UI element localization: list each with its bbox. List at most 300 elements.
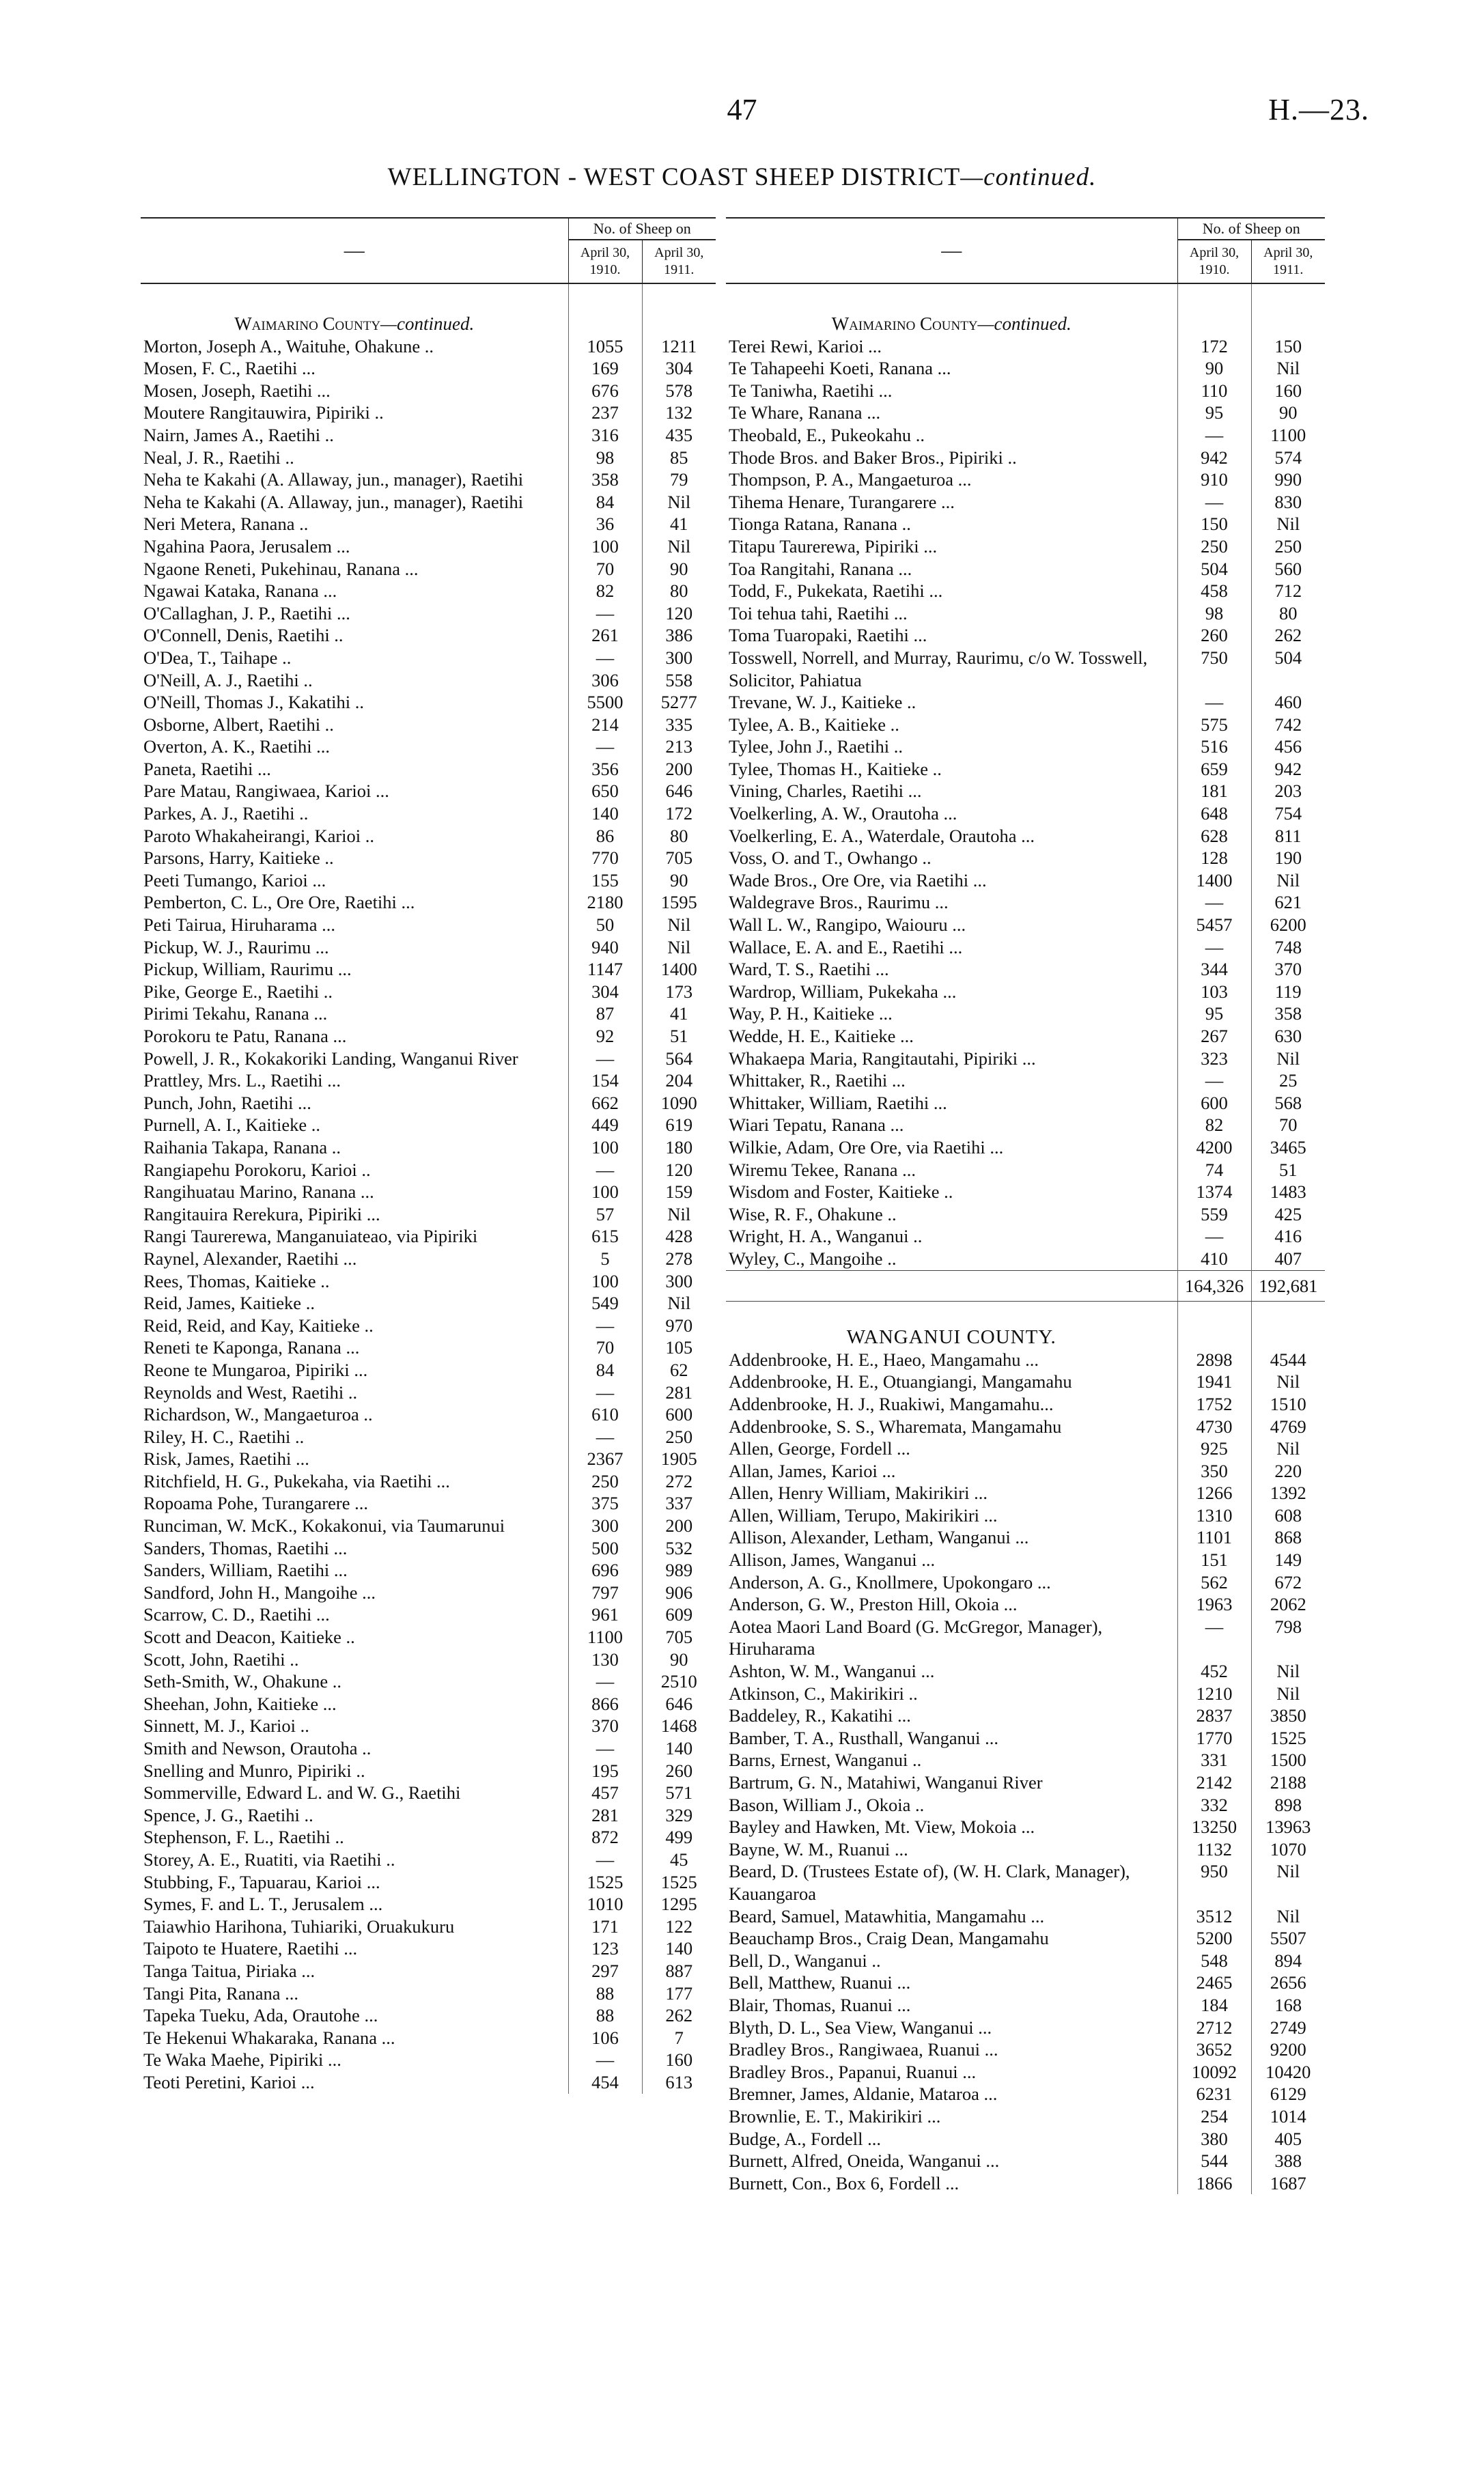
sheep-1911: 370 <box>1251 958 1325 981</box>
header-1911: April 30, 1911. <box>1251 240 1325 283</box>
table-row <box>726 1838 1325 1861</box>
sheep-1911: 560 <box>1251 558 1325 580</box>
sheep-1910: 306 <box>568 669 642 692</box>
sheep-1910: 100 <box>568 1136 642 1159</box>
owner-name: Toma Tuaropaki, Raetihi ... <box>729 625 927 646</box>
sheep-1910: 1055 <box>568 335 642 358</box>
table-row <box>141 1515 716 1537</box>
sheep-1910: 1941 <box>1177 1371 1251 1393</box>
sheep-1910: 195 <box>568 1760 642 1782</box>
table-row <box>726 1002 1325 1025</box>
sheep-1911: 62 <box>642 1359 716 1382</box>
table-row <box>141 1782 716 1804</box>
owner-name: Symes, F. and L. T., Jerusalem ... <box>143 1894 383 1915</box>
sheep-1911: Nil <box>642 535 716 558</box>
sheep-1910: 548 <box>1177 1950 1251 1972</box>
owner-name: Mosen, Joseph, Raetihi ... <box>143 380 331 401</box>
owner-name: Rangi Taurerewa, Manganuiateao, via Pipiriki <box>143 1226 478 1247</box>
sheep-1910: 100 <box>568 535 642 558</box>
sheep-1911: 1295 <box>642 1893 716 1916</box>
owner-name: Wedde, H. E., Kaitieke ... <box>729 1026 914 1046</box>
sheep-1910: 942 <box>1177 447 1251 469</box>
table-row <box>726 1225 1325 1248</box>
table-row <box>141 780 716 802</box>
sheep-1911: 13963 <box>1251 1816 1325 1838</box>
owner-name: Ngawai Kataka, Ranana ... <box>143 580 337 602</box>
sheep-1910: 6231 <box>1177 2083 1251 2105</box>
sheep-1910: 332 <box>1177 1794 1251 1817</box>
table-row <box>141 424 716 447</box>
sheep-1911: 1500 <box>1251 1749 1325 1771</box>
sheep-1911: 608 <box>1251 1504 1325 1527</box>
page-title <box>0 163 1484 192</box>
sheep-1910: 1752 <box>1177 1393 1251 1416</box>
sheep-1911: 2656 <box>1251 1972 1325 1994</box>
sheep-1910: 457 <box>568 1782 642 1804</box>
sheep-1910: 2367 <box>568 1448 642 1470</box>
sheep-1910: — <box>1177 1225 1251 1248</box>
sheep-1910: 1310 <box>1177 1504 1251 1527</box>
header-group: No. of Sheep on <box>568 218 716 240</box>
owner-name: Bremner, James, Aldanie, Mataroa ... <box>729 2084 998 2105</box>
sheep-1911: 220 <box>1251 1460 1325 1483</box>
sheep-1910: 155 <box>568 869 642 892</box>
table-row <box>141 1270 716 1293</box>
owner-name: Raihania Takapa, Ranana .. <box>143 1136 341 1158</box>
owner-name: Blyth, D. L., Sea View, Wanganui ... <box>729 2017 992 2038</box>
sheep-1910: 92 <box>568 1025 642 1048</box>
sheep-1911: 6200 <box>1251 914 1325 936</box>
table-row <box>726 958 1325 981</box>
owner-name: Addenbrooke, H. E., Haeo, Mangamahu ... <box>729 1349 1039 1370</box>
table-row <box>726 624 1325 647</box>
owner-name: Way, P. H., Kaitieke ... <box>729 1003 893 1024</box>
sheep-1910: 150 <box>1177 513 1251 535</box>
owner-name: Rangihuatau Marino, Ranana ... <box>143 1181 374 1203</box>
sheep-1910: 2898 <box>1177 1349 1251 1371</box>
sheep-1911: 180 <box>642 1136 716 1159</box>
table-row <box>726 2128 1325 2150</box>
sheep-1910: — <box>568 1382 642 1404</box>
sheep-1910: 500 <box>568 1537 642 1560</box>
owner-name: Whittaker, R., Raetihi ... <box>729 1070 906 1091</box>
sheep-1911: 388 <box>1251 2150 1325 2172</box>
owner-name: Wyley, C., Mangoihe .. <box>729 1248 897 1269</box>
table-row <box>726 1349 1325 1371</box>
sheep-1911: 504 <box>1251 647 1325 691</box>
owner-name: Te Whare, Ranana ... <box>729 402 881 423</box>
owner-name: Stephenson, F. L., Raetihi .. <box>143 1827 344 1848</box>
owner-name: Voss, O. and T., Owhango .. <box>729 847 932 869</box>
owner-name: Riley, H. C., Raetihi .. <box>143 1426 305 1447</box>
sheep-1911: Nil <box>1251 1048 1325 1070</box>
owner-name: Spence, J. G., Raetihi .. <box>143 1804 313 1825</box>
sheep-1910: 267 <box>1177 1025 1251 1048</box>
owner-name: Ritchfield, H. G., Pukekaha, via Raetihi ... <box>143 1470 450 1491</box>
total-1910: 164,326 <box>1177 1270 1251 1302</box>
owner-name: Wallace, E. A. and E., Raetihi ... <box>729 936 963 957</box>
owner-name: Beard, Samuel, Matawhitia, Mangamahu ... <box>729 1905 1045 1926</box>
sheep-1911: 329 <box>642 1804 716 1827</box>
sheep-1911: 172 <box>642 802 716 825</box>
owner-name: Rangiapehu Porokoru, Karioi .. <box>143 1159 371 1180</box>
owner-name: Bradley Bros., Papanui, Ruanui ... <box>729 2061 977 2082</box>
sheep-1910: 615 <box>568 1225 642 1248</box>
sheep-1911: Nil <box>1251 1683 1325 1705</box>
sheep-1910: 250 <box>568 1470 642 1493</box>
owner-name: Purnell, A. I., Kaitieke .. <box>143 1114 321 1136</box>
sheep-1911: 1905 <box>642 1448 716 1470</box>
table-row <box>141 936 716 959</box>
owner-name: O'Callaghan, J. P., Raetihi ... <box>143 602 350 623</box>
table-row <box>726 1794 1325 1817</box>
sheep-1910: 910 <box>1177 468 1251 491</box>
table-row <box>726 1771 1325 1794</box>
table-row <box>726 380 1325 402</box>
sheep-1910: 323 <box>1177 1048 1251 1070</box>
owner-name: Morton, Joseph A., Waituhe, Ohakune .. <box>143 335 434 356</box>
owner-name: Tapeka Tueku, Ada, Orautohe ... <box>143 2005 378 2026</box>
owner-name: Te Waka Maehe, Pipiriki ... <box>143 2049 341 2071</box>
owner-name: Moutere Rangitauwira, Pipiriki .. <box>143 402 384 423</box>
table-row <box>726 891 1325 914</box>
table-row <box>141 580 716 602</box>
owner-name: Beauchamp Bros., Craig Dean, Mangamahu <box>729 1928 1049 1949</box>
sheep-1910: 1147 <box>568 958 642 981</box>
owner-name: Allan, James, Karioi ... <box>729 1460 896 1481</box>
sheep-1910: 3512 <box>1177 1905 1251 1928</box>
owner-name: Scarrow, C. D., Raetihi ... <box>143 1604 330 1625</box>
table-row <box>141 513 716 535</box>
sheep-1910: 1400 <box>1177 869 1251 892</box>
owner-name: Addenbrooke, H. E., Otuangiangi, Mangamahu <box>729 1371 1072 1392</box>
table-row <box>726 1114 1325 1136</box>
owner-name: Todd, F., Pukekata, Raetihi ... <box>729 580 943 602</box>
table-row <box>141 558 716 580</box>
table-row <box>141 1092 716 1114</box>
owner-name: Bell, D., Wanganui .. <box>729 1950 881 1971</box>
table-row <box>141 1737 716 1760</box>
table-row <box>726 1616 1325 1660</box>
sheep-1910: 961 <box>568 1603 642 1626</box>
sheep-1911: 1014 <box>1251 2105 1325 2128</box>
sheep-1911: Nil <box>1251 1660 1325 1683</box>
table-row <box>726 802 1325 825</box>
sheep-1910: — <box>568 1737 642 1760</box>
sheep-1910: 98 <box>1177 602 1251 625</box>
owner-name: Allison, Alexander, Letham, Wanganui ... <box>729 1527 1029 1548</box>
owner-name: Paneta, Raetihi ... <box>143 758 271 779</box>
sheep-1911: 51 <box>642 1025 716 1048</box>
table-row <box>726 602 1325 625</box>
sheep-1911: 868 <box>1251 1526 1325 1549</box>
sheep-1910: 171 <box>568 1916 642 1938</box>
owner-name: Bell, Matthew, Ruanui ... <box>729 1972 911 1993</box>
owner-name: Storey, A. E., Ruatiti, via Raetihi .. <box>143 1849 395 1870</box>
sheep-1910: 214 <box>568 714 642 736</box>
sheep-1910: 128 <box>1177 847 1251 869</box>
sheep-1910: — <box>1177 1616 1251 1660</box>
owner-name: Punch, John, Raetihi ... <box>143 1092 311 1113</box>
table-row <box>141 1760 716 1782</box>
sheep-1911: 4544 <box>1251 1349 1325 1371</box>
owner-name: Neri Metera, Ranana .. <box>143 514 309 535</box>
sheep-1910: — <box>568 1426 642 1448</box>
sheep-1910: 504 <box>1177 558 1251 580</box>
sheep-1911: 262 <box>642 2004 716 2027</box>
table-row <box>141 624 716 647</box>
owner-name: Tanga Taitua, Piriaka ... <box>143 1960 316 1981</box>
sheep-1910: 344 <box>1177 958 1251 981</box>
table-row <box>726 2083 1325 2105</box>
owner-name: Reid, Reid, and Kay, Kaitieke .. <box>143 1315 374 1336</box>
table-row <box>141 1114 716 1136</box>
sheep-1910: 88 <box>568 2004 642 2027</box>
owner-name: Tylee, Thomas H., Kaitieke .. <box>729 758 942 779</box>
owner-name: Sanders, William, Raetihi ... <box>143 1560 348 1581</box>
table-row <box>726 580 1325 602</box>
sheep-1910: 82 <box>1177 1114 1251 1136</box>
sheep-1911: 122 <box>642 1916 716 1938</box>
owner-name: Burnett, Alfred, Oneida, Wanganui ... <box>729 2150 1000 2172</box>
sheep-1910: 375 <box>568 1492 642 1515</box>
table-row <box>141 847 716 869</box>
table-row <box>141 914 716 936</box>
sheep-1910: 370 <box>568 1715 642 1737</box>
sheep-1911: Nil <box>642 491 716 514</box>
sheep-1910: 304 <box>568 981 642 1003</box>
table-row <box>726 1460 1325 1483</box>
table-row <box>141 447 716 469</box>
sheep-1911: 1525 <box>642 1871 716 1894</box>
sheep-1910: 100 <box>568 1181 642 1203</box>
table-row <box>141 1159 716 1181</box>
sheep-1911: 1510 <box>1251 1393 1325 1416</box>
owner-name: O'Neill, Thomas J., Kakatihi .. <box>143 692 364 713</box>
table-row <box>726 1972 1325 1994</box>
table-row <box>141 2049 716 2071</box>
owner-name: Bayne, W. M., Ruanui ... <box>729 1838 908 1860</box>
table-row <box>141 1916 716 1938</box>
owner-name: Anderson, G. W., Preston Hill, Okoia ... <box>729 1594 1018 1615</box>
sheep-1911: 203 <box>1251 780 1325 802</box>
sheep-1911: 435 <box>642 424 716 447</box>
sheep-1911: 200 <box>642 1515 716 1537</box>
owner-name: Sinnett, M. J., Karioi .. <box>143 1715 309 1737</box>
sheep-1910: 261 <box>568 624 642 647</box>
sheep-1911: 260 <box>642 1760 716 1782</box>
sheep-1911: 173 <box>642 981 716 1003</box>
table-row <box>141 1403 716 1426</box>
sheep-1910: 106 <box>568 2027 642 2049</box>
sheep-1911: 405 <box>1251 2128 1325 2150</box>
sheep-1910: 36 <box>568 513 642 535</box>
sheep-1911: Nil <box>1251 513 1325 535</box>
owner-name: Wisdom and Foster, Kaitieke .. <box>729 1181 953 1203</box>
sheep-1911: 80 <box>1251 602 1325 625</box>
owner-name: Bradley Bros., Rangiwaea, Ruanui ... <box>729 2039 998 2060</box>
sheep-1911: Nil <box>642 914 716 936</box>
table-row <box>141 1960 716 1982</box>
sheep-1910: 2712 <box>1177 2017 1251 2039</box>
sheep-1910: 516 <box>1177 735 1251 758</box>
sheep-1910: 356 <box>568 758 642 781</box>
table-row <box>141 1225 716 1248</box>
sheep-1910: 57 <box>568 1203 642 1226</box>
owner-name: Te Hekenui Whakaraka, Ranana ... <box>143 2027 395 2048</box>
sheep-1910: 1132 <box>1177 1838 1251 1861</box>
table-row <box>141 714 716 736</box>
owner-name: Pickup, W. J., Raurimu ... <box>143 936 329 957</box>
owner-name: Whittaker, William, Raetihi ... <box>729 1092 947 1113</box>
sheep-1911: 456 <box>1251 735 1325 758</box>
sheep-1910: 1010 <box>568 1893 642 1916</box>
sheep-1911: 3850 <box>1251 1705 1325 1727</box>
sheep-1910: 184 <box>1177 1994 1251 2017</box>
table-row <box>141 1559 716 1582</box>
sheep-1911: 1090 <box>642 1092 716 1114</box>
owner-name: Vining, Charles, Raetihi ... <box>729 781 922 802</box>
owner-name: Sheehan, John, Kaitieke ... <box>143 1693 337 1714</box>
sheep-1911: 41 <box>642 513 716 535</box>
sheep-1911: 358 <box>1251 1002 1325 1025</box>
sheep-1910: 544 <box>1177 2150 1251 2172</box>
table-row <box>726 447 1325 469</box>
owner-name: Neha te Kakahi (A. Allaway, jun., manager), Raetihi <box>143 469 524 490</box>
header-1910: April 30, 1910. <box>1177 240 1251 283</box>
header-group: No. of Sheep on <box>1177 218 1325 240</box>
sheep-1910: 600 <box>1177 1092 1251 1114</box>
sheep-1910: 86 <box>568 825 642 847</box>
sheep-1911: 970 <box>642 1315 716 1337</box>
table-row <box>726 1705 1325 1727</box>
sheep-1911: 10420 <box>1251 2061 1325 2084</box>
sheep-1911: 1211 <box>642 335 716 358</box>
sheep-1910: 676 <box>568 380 642 402</box>
owner-name: Ashton, W. M., Wanganui ... <box>729 1661 935 1682</box>
owner-name: Pemberton, C. L., Ore Ore, Raetihi ... <box>143 892 415 913</box>
sheep-1910: 380 <box>1177 2128 1251 2150</box>
sheep-1910: — <box>568 1315 642 1337</box>
owner-name: Wardrop, William, Pukekaha ... <box>729 981 957 1002</box>
owner-name: Wiari Tepatu, Ranana ... <box>729 1114 904 1136</box>
owner-name: O'Connell, Denis, Raetihi .. <box>143 625 344 646</box>
table-row <box>141 802 716 825</box>
table-row <box>141 2071 716 2094</box>
sheep-1910: 172 <box>1177 335 1251 358</box>
table-row <box>141 1292 716 1315</box>
sheep-1910: 410 <box>1177 1248 1251 1270</box>
sheep-1911: 646 <box>642 780 716 802</box>
sheep-1911: Nil <box>1251 1438 1325 1460</box>
table-row <box>141 1069 716 1092</box>
sheep-1910: 449 <box>568 1114 642 1136</box>
sheep-1910: 659 <box>1177 758 1251 781</box>
sheep-1911: 300 <box>642 647 716 669</box>
sheep-1910: 70 <box>568 1336 642 1359</box>
table-row <box>141 1626 716 1649</box>
table-row <box>726 2172 1325 2195</box>
sheep-1911: 90 <box>642 1649 716 1671</box>
table-row <box>141 1048 716 1070</box>
sheep-1910: 95 <box>1177 402 1251 424</box>
sheep-1910: 1866 <box>1177 2172 1251 2195</box>
sheep-1911: 4769 <box>1251 1416 1325 1438</box>
sheep-1911: 51 <box>1251 1159 1325 1181</box>
sheep-1910: 110 <box>1177 380 1251 402</box>
table-row <box>141 1849 716 1871</box>
header-dash: — <box>141 218 568 283</box>
owner-name: Trevane, W. J., Kaitieke .. <box>729 692 916 713</box>
owner-name: Stubbing, F., Tapuarau, Karioi ... <box>143 1871 380 1892</box>
county-heading-wanganui: WANGANUI COUNTY. <box>846 1326 1056 1349</box>
owner-name: O'Neill, A. J., Raetihi .. <box>143 669 313 690</box>
title-main: WELLINGTON - WEST COAST SHEEP DISTRICT <box>387 163 961 191</box>
table-row <box>726 1438 1325 1460</box>
sheep-1911: 798 <box>1251 1616 1325 1660</box>
owner-name: Rees, Thomas, Kaitieke .. <box>143 1270 330 1291</box>
table-row <box>726 1203 1325 1226</box>
table-row <box>141 1893 716 1916</box>
sheep-1911: 460 <box>1251 691 1325 714</box>
sheep-1911: 571 <box>642 1782 716 1804</box>
table-row <box>726 869 1325 892</box>
table-row <box>141 380 716 402</box>
sheep-1910: 95 <box>1177 1002 1251 1025</box>
table-row <box>726 647 1325 691</box>
sheep-1911: 1400 <box>642 958 716 981</box>
table-row <box>141 958 716 981</box>
sheep-1911: 105 <box>642 1336 716 1359</box>
sheep-1910: — <box>568 1849 642 1871</box>
sheep-1910: 4730 <box>1177 1416 1251 1438</box>
sheep-1910: 559 <box>1177 1203 1251 1226</box>
page-number: 47 <box>727 93 757 126</box>
table-row <box>726 1159 1325 1181</box>
sheep-1911: 748 <box>1251 936 1325 959</box>
owner-name: Addenbrooke, S. S., Wharemata, Mangamahu <box>729 1416 1062 1437</box>
table-row <box>141 1002 716 1025</box>
sheep-1911: 564 <box>642 1048 716 1070</box>
sheep-1911: 159 <box>642 1181 716 1203</box>
table-row <box>726 1816 1325 1838</box>
sheep-1911: 9200 <box>1251 2038 1325 2061</box>
owner-name: Pike, George E., Raetihi .. <box>143 981 333 1002</box>
sheep-1910: 13250 <box>1177 1816 1251 1838</box>
owner-name: Mosen, F. C., Raetihi ... <box>143 358 316 379</box>
owner-name: Sandford, John H., Mangoihe ... <box>143 1582 376 1603</box>
table-row <box>726 847 1325 869</box>
table-row <box>726 1593 1325 1616</box>
table-row <box>141 1448 716 1470</box>
table-row <box>141 1937 716 1960</box>
sheep-1911: 1687 <box>1251 2172 1325 2195</box>
table-row <box>726 1025 1325 1048</box>
table-row <box>726 1181 1325 1203</box>
owner-name: Allen, George, Fordell ... <box>729 1438 910 1459</box>
owner-name: Thode Bros. and Baker Bros., Pipiriki .. <box>729 447 1017 468</box>
table-row <box>726 1526 1325 1549</box>
table-row <box>726 936 1325 959</box>
owner-name: Tosswell, Norrell, and Murray, Raurimu, c/o W. Tosswell, Solicitor, Pahiatua <box>729 647 1148 690</box>
table-row <box>141 1982 716 2005</box>
sheep-1910: 123 <box>568 1937 642 1960</box>
table-row <box>726 1549 1325 1571</box>
sheep-1911: 204 <box>642 1069 716 1092</box>
sheep-1910: 4200 <box>1177 1136 1251 1159</box>
sheep-1911: 90 <box>1251 402 1325 424</box>
sheep-1911: 2749 <box>1251 2017 1325 2039</box>
